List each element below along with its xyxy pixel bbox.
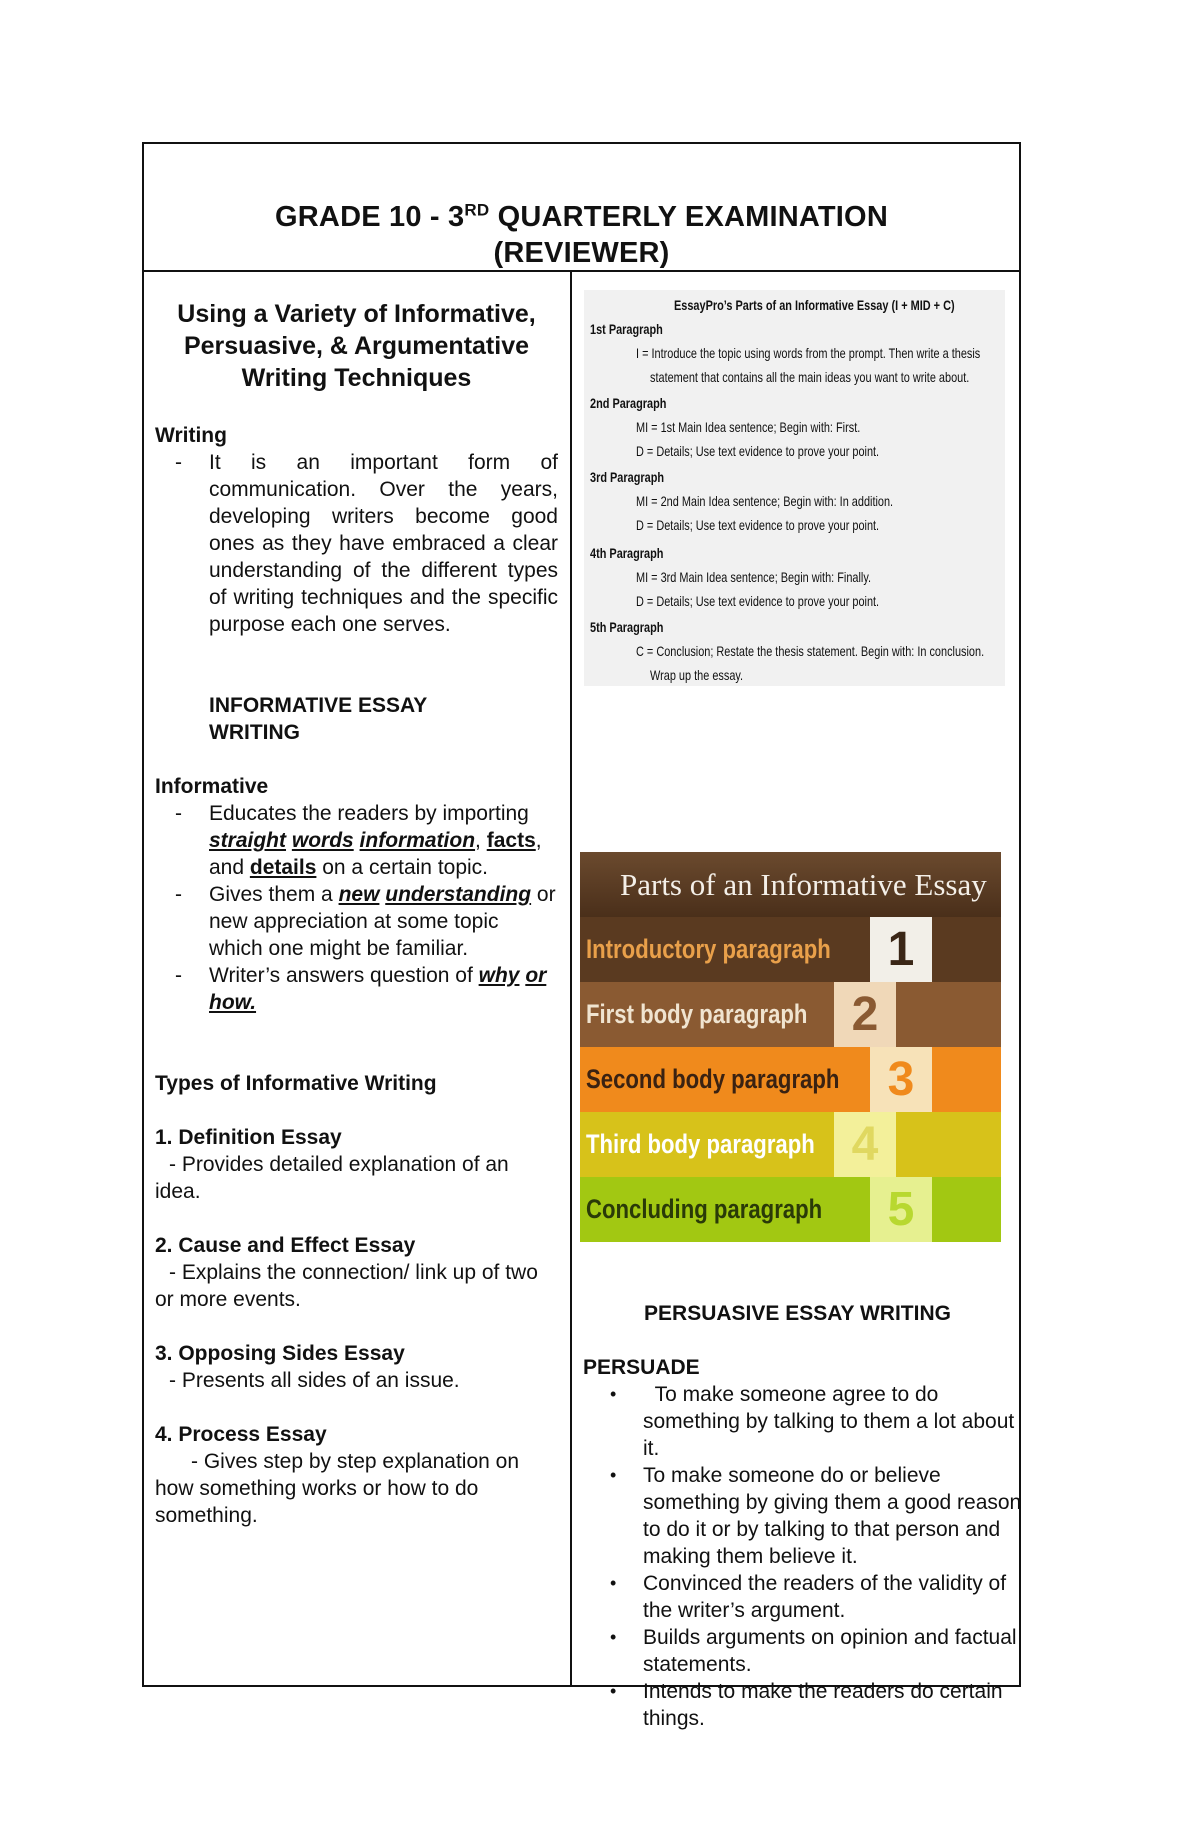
item-text: on a certain topic. <box>316 856 489 879</box>
parts-bar-number: 4 <box>851 1118 879 1171</box>
type-desc: - Gives step by step explanation on how something works or how to do something. <box>155 1450 520 1527</box>
writing-list <box>155 449 558 638</box>
parts-bar <box>580 982 1001 1047</box>
outline-line: D = Details; Use text evidence to prove your point. <box>636 593 880 609</box>
list-item: • To make someone do or believe something by giving them a good reason to do it or by talking to that person and making them believe it. <box>572 1462 1023 1570</box>
persuasive-section <box>572 1300 1023 1732</box>
item-text: , <box>475 829 487 852</box>
subtitle-line: Using a Variety of Informative, <box>177 300 536 328</box>
item-text: Educates the readers by importing <box>209 802 529 825</box>
type-entry <box>155 1340 558 1394</box>
parts-bar-number: 5 <box>887 1183 915 1236</box>
parts-bar-label: Concluding paragraph <box>586 1194 823 1224</box>
informative-essay-heading <box>155 692 558 746</box>
type-title: 2. Cause and Effect Essay <box>155 1234 416 1257</box>
type-title: 1. Definition Essay <box>155 1126 342 1149</box>
heading-line: INFORMATIVE ESSAY <box>209 694 428 717</box>
type-desc: - Presents all sides of an issue. <box>169 1369 460 1392</box>
outline-line: C = Conclusion; Restate the thesis statement. Begin with: In conclusion. <box>636 643 985 659</box>
type-desc: - Provides detailed explanation of an idea. <box>155 1153 509 1203</box>
parts-bar-number: 2 <box>851 988 879 1041</box>
title-line2: (REVIEWER) <box>493 237 670 269</box>
parts-bar-label: First body paragraph <box>586 999 808 1029</box>
list-item: • Convinced the readers of the validity of the writer’s argument. <box>572 1570 1023 1624</box>
outline-line: I = Introduce the topic using words from the prompt. Then write a thesis <box>636 345 981 361</box>
keyword: straight <box>209 829 287 852</box>
title-part1: GRADE 10 - 3 <box>275 201 465 233</box>
keyword: why <box>478 964 520 987</box>
title-superscript: RD <box>464 200 490 220</box>
essay-outline-image <box>584 290 1005 686</box>
parts-bar-label: Third body paragraph <box>586 1129 815 1159</box>
parts-of-essay-image <box>580 852 1001 1241</box>
item-text: Gives them a <box>209 883 339 906</box>
parts-bar-label: Second body paragraph <box>586 1064 840 1094</box>
type-title: 4. Process Essay <box>155 1423 327 1446</box>
outline-paragraph-heading: 5th Paragraph <box>590 619 664 635</box>
writing-definition: - It is an important form of communication. Over the years, developing writers become good ones as they have embraced a clear understanding of the different types of writing techniques and the specific purpose each one serves. <box>155 449 558 638</box>
outline-line: MI = 1st Main Idea sentence; Begin with: First. <box>636 419 861 435</box>
keyword: details <box>249 856 317 879</box>
keyword: or how. <box>209 964 547 1014</box>
item-text: , and <box>209 829 542 879</box>
keyword: facts <box>486 829 536 852</box>
type-entry <box>155 1421 558 1529</box>
keyword: understanding <box>385 883 532 906</box>
keyword: new <box>338 883 380 906</box>
list-item: • To make someone agree to do something by talking to them a lot about it. <box>572 1381 1023 1462</box>
parts-bar <box>580 1177 1001 1242</box>
outline-line: D = Details; Use text evidence to prove your point. <box>636 517 880 533</box>
type-entry <box>155 1232 558 1313</box>
reviewer-sheet <box>142 142 1022 1730</box>
parts-bar-number: 1 <box>887 923 915 976</box>
parts-bar-label: Introductory paragraph <box>586 934 831 964</box>
page-title <box>144 199 1019 271</box>
persuade-list <box>572 1381 1023 1732</box>
title-part2: QUARTERLY EXAMINATION <box>489 201 888 233</box>
outline-paragraph-heading: 3rd Paragraph <box>590 469 665 485</box>
parts-bar <box>580 1047 1001 1112</box>
item-text: or new appreciation at some topic which one might be familiar. <box>209 883 556 960</box>
type-entry <box>155 1124 558 1205</box>
heading-line: WRITING <box>209 721 300 744</box>
header <box>144 144 1019 272</box>
outline-paragraph-heading: 1st Paragraph <box>590 321 663 337</box>
outline-paragraph-heading: 2nd Paragraph <box>590 395 667 411</box>
outline-line: MI = 3rd Main Idea sentence; Begin with: Finally. <box>636 569 871 585</box>
list-item: • Builds arguments on opinion and factual statements. <box>572 1624 1023 1678</box>
parts-bar <box>580 917 1001 982</box>
writing-heading: Writing <box>155 424 227 447</box>
list-item <box>155 962 558 1016</box>
informative-list <box>155 800 558 1016</box>
outline-title: EssayPro’s Parts of an Informative Essay (I + MID + C) <box>674 297 955 313</box>
outline-line: D = Details; Use text evidence to prove your point. <box>636 443 880 459</box>
item-text: Writer’s answers question of <box>209 964 479 987</box>
list-item <box>155 800 558 881</box>
subtitle-line: Persuasive, & Argumentative <box>183 332 530 360</box>
types-heading: Types of Informative Writing <box>155 1072 437 1095</box>
persuasive-heading: PERSUASIVE ESSAY WRITING <box>644 1302 951 1325</box>
type-title: 3. Opposing Sides Essay <box>155 1342 405 1365</box>
subtitle-line: Writing Techniques <box>241 364 472 392</box>
outline-line: MI = 2nd Main Idea sentence; Begin with: In addition. <box>636 493 894 509</box>
parts-title: Parts of an Informative Essay <box>580 852 1001 917</box>
outline-paragraph-heading: 4th Paragraph <box>590 545 664 561</box>
parts-bar-number: 3 <box>887 1053 915 1106</box>
list-item <box>155 881 558 962</box>
parts-bar <box>580 1112 1001 1177</box>
informative-heading: Informative <box>155 775 269 798</box>
keyword: information <box>359 829 476 852</box>
outline-line: statement that contains all the main ideas you want to write about. <box>650 369 970 385</box>
section-subtitle <box>155 298 558 394</box>
left-column <box>155 270 558 1529</box>
outline-line: Wrap up the essay. <box>650 667 744 683</box>
persuade-heading: PERSUADE <box>583 1356 700 1379</box>
keyword: words <box>291 829 354 852</box>
type-desc: - Explains the connection/ link up of two or more events. <box>155 1261 538 1311</box>
list-item: • Intends to make the readers do certain things. <box>572 1678 1023 1732</box>
